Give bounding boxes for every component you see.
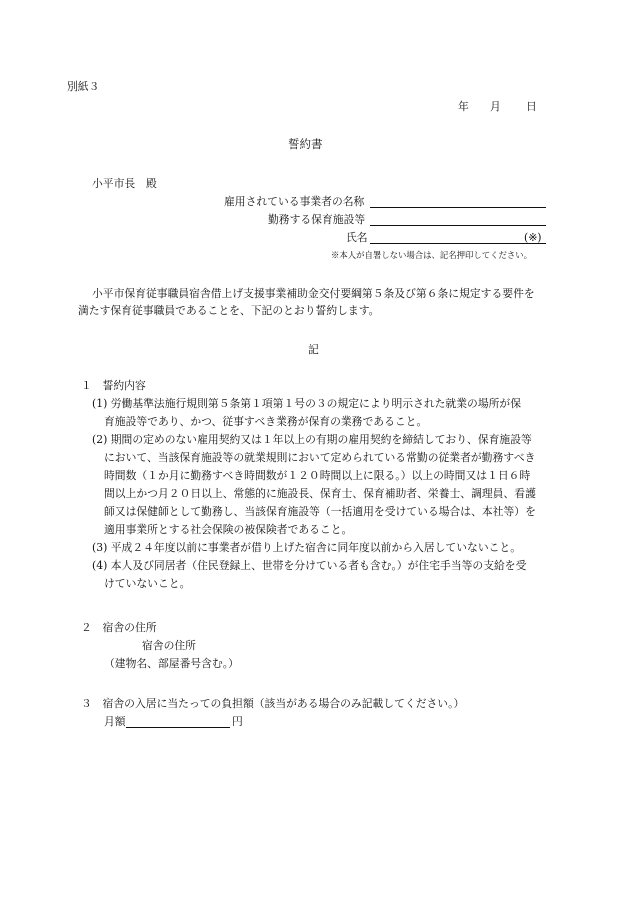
signature-note: ※本人が自署しない場合は、記名押印してください。 (331, 250, 532, 260)
section-2-heading: ２ 宿舎の住所 (81, 621, 157, 634)
section-3-heading: ３ 宿舎の入居に当たっての負担額（該当がある場合のみ記載してください。） (81, 697, 465, 710)
item-4-line-2: けていないこと。 (104, 577, 191, 590)
item-1-line-1: (1) 労働基準法施行規則第５条第１項第１号の３の規定により明示された就業の場所が保 (92, 397, 522, 410)
date-month-label: 月 (490, 100, 501, 113)
date-day-label: 日 (526, 100, 537, 113)
document-title: 誓約書 (288, 137, 323, 151)
item-2-line-3: 時間数（１か月に勤務すべき時間数が１２０時間以上に限る。）以上の時間又は１日６時 (104, 469, 531, 482)
intro-line-1: 小平市保育従事職員宿舎借上げ支援事業補助金交付要綱第５条及び第６条に規定する要件を (92, 287, 535, 300)
date-year-label: 年 (458, 100, 469, 113)
item-2-line-5: 師又は保健師として勤務し、当該保育施設等（一括適用を受けている場合は、本社等）を (104, 505, 536, 518)
item-1-line-2: 育施設等であり、かつ、従事すべき業務が保育の業務であること。 (104, 415, 428, 428)
item-4-line-1: (4) 本人及び同居者（住民登録上、世帯を分けている者も含む。）が住宅手当等の支給を受 (92, 559, 527, 572)
item-2-line-1: (2) 期間の定めのない雇用契約又は１年以上の有期の雇用契約を締結しており、保育施設等 (92, 433, 532, 446)
item-2-line-4: 間以上かつ月２０日以上、常態的に施設長、保育士、保育補助者、栄養士、調理員、看護 (104, 487, 536, 500)
employer-name-line[interactable] (370, 207, 546, 208)
attachment-label: 別紙３ (67, 80, 100, 93)
facility-label: 勤務する保育施設等 (268, 213, 366, 226)
monthly-amount-label: 月額 (104, 715, 126, 728)
yen-unit: 円 (232, 715, 243, 728)
addressee: 小平市長 殿 (92, 177, 157, 190)
item-3-line-1: (3) 平成２４年度以前に事業者が借り上げた宿舎に同年度以前から入居していないこと。 (92, 541, 522, 554)
item-2-line-2: において、当該保育施設等の就業規則において定められている常勤の従業者が勤務すべき (104, 451, 536, 464)
dormitory-address-label: 宿舎の住所 (142, 639, 196, 652)
signature-mark: (※) (524, 231, 542, 244)
employer-name-label: 雇用されている事業者の名称 (224, 195, 365, 208)
ki-heading: 記 (308, 343, 319, 356)
dormitory-address-note: （建物名、部屋番号含む。） (104, 657, 239, 670)
section-1-heading: １ 誓約内容 (81, 379, 146, 392)
applicant-name-line[interactable] (370, 243, 546, 244)
intro-line-2: 満たす保育従事職員であることを、下記のとおり誓約します。 (78, 304, 380, 317)
monthly-amount-line[interactable] (126, 727, 230, 728)
item-2-line-6: 適用事業所とする社会保険の被保険者であること。 (104, 523, 353, 536)
applicant-name-label: 氏名 (346, 231, 368, 244)
facility-line[interactable] (370, 225, 546, 226)
